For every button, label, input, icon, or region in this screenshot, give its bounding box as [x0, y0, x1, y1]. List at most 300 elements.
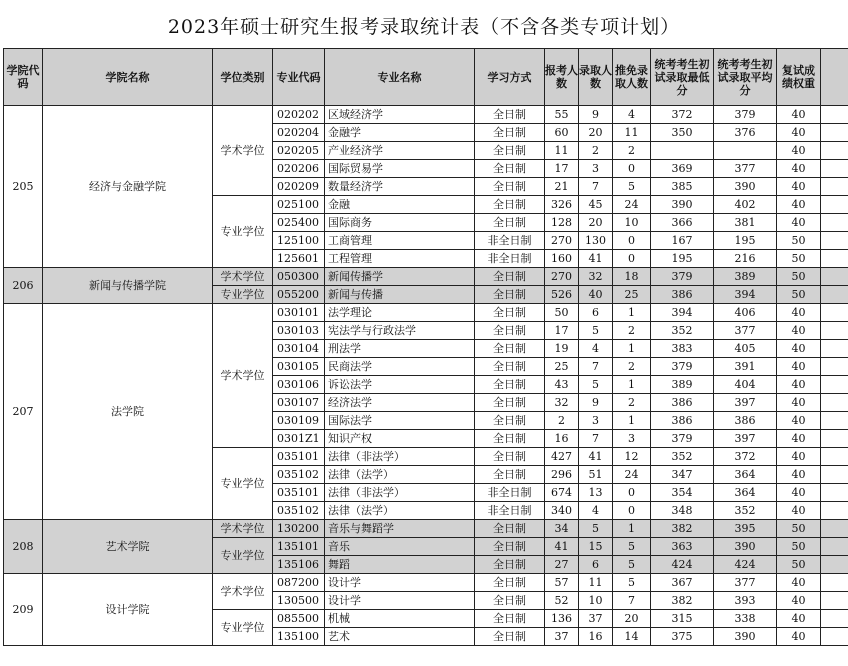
overflow-cell — [821, 556, 848, 574]
min-score-cell — [651, 142, 714, 160]
study-mode-cell: 全日制 — [475, 286, 545, 304]
study-mode-cell: 全日制 — [475, 142, 545, 160]
min-score-cell: 389 — [651, 376, 714, 394]
recommended-cell: 4 — [613, 106, 651, 124]
major-code-cell: 030103 — [273, 322, 325, 340]
avg-score-cell: 338 — [714, 610, 777, 628]
table-body — [4, 106, 848, 646]
major-code-cell: 030104 — [273, 340, 325, 358]
avg-score-cell: 394 — [714, 286, 777, 304]
degree-type-cell: 专业学位 — [213, 538, 273, 574]
major-name-cell: 工商管理 — [325, 232, 475, 250]
study-mode-cell: 全日制 — [475, 574, 545, 592]
overflow-cell — [821, 628, 848, 646]
applicants-cell: 60 — [545, 124, 579, 142]
min-score-cell: 315 — [651, 610, 714, 628]
study-mode-cell: 全日制 — [475, 610, 545, 628]
min-score-cell: 386 — [651, 394, 714, 412]
applicants-cell: 326 — [545, 196, 579, 214]
recommended-cell: 11 — [613, 124, 651, 142]
major-code-cell: 030109 — [273, 412, 325, 430]
recommended-cell: 5 — [613, 556, 651, 574]
study-mode-cell: 全日制 — [475, 520, 545, 538]
col-header-applicants: 报考人数 — [545, 49, 579, 106]
applicants-cell: 21 — [545, 178, 579, 196]
min-score-cell: 379 — [651, 430, 714, 448]
min-score-cell: 367 — [651, 574, 714, 592]
overflow-cell — [821, 484, 848, 502]
min-score-cell: 354 — [651, 484, 714, 502]
major-code-cell: 130500 — [273, 592, 325, 610]
major-code-cell: 020204 — [273, 124, 325, 142]
min-score-cell: 394 — [651, 304, 714, 322]
applicants-cell: 32 — [545, 394, 579, 412]
major-code-cell: 087200 — [273, 574, 325, 592]
retest-weight-cell: 40 — [777, 178, 821, 196]
table-row — [4, 520, 848, 538]
study-mode-cell: 全日制 — [475, 214, 545, 232]
avg-score-cell: 389 — [714, 268, 777, 286]
admitted-cell: 6 — [579, 556, 613, 574]
col-header-avg-score: 统考考生初试录取平均分 — [714, 49, 777, 106]
recommended-cell: 10 — [613, 214, 651, 232]
major-name-cell: 经济法学 — [325, 394, 475, 412]
major-code-cell: 020202 — [273, 106, 325, 124]
recommended-cell: 24 — [613, 196, 651, 214]
avg-score-cell: 372 — [714, 448, 777, 466]
applicants-cell: 270 — [545, 268, 579, 286]
degree-type-cell: 专业学位 — [213, 286, 273, 304]
admitted-cell: 3 — [579, 160, 613, 178]
college-code-cell: 206 — [4, 268, 43, 304]
min-score-cell: 167 — [651, 232, 714, 250]
col-header-college-code: 学院代码 — [4, 49, 43, 106]
overflow-cell — [821, 376, 848, 394]
min-score-cell: 352 — [651, 322, 714, 340]
col-header-degree-type: 学位类别 — [213, 49, 273, 106]
col-header-recommended: 推免录取人数 — [613, 49, 651, 106]
recommended-cell: 0 — [613, 250, 651, 268]
avg-score-cell: 395 — [714, 520, 777, 538]
overflow-cell — [821, 196, 848, 214]
admitted-cell: 20 — [579, 124, 613, 142]
major-code-cell: 135106 — [273, 556, 325, 574]
recommended-cell: 0 — [613, 160, 651, 178]
study-mode-cell: 全日制 — [475, 556, 545, 574]
college-code-cell: 205 — [4, 106, 43, 268]
admitted-cell: 40 — [579, 286, 613, 304]
col-header-retest-weight: 复试成绩权重 — [777, 49, 821, 106]
overflow-cell — [821, 502, 848, 520]
major-name-cell: 法律（非法学） — [325, 484, 475, 502]
avg-score-cell: 377 — [714, 160, 777, 178]
table-row — [4, 304, 848, 322]
overflow-cell — [821, 232, 848, 250]
avg-score-cell: 386 — [714, 412, 777, 430]
applicants-cell: 17 — [545, 160, 579, 178]
avg-score-cell — [714, 142, 777, 160]
applicants-cell: 2 — [545, 412, 579, 430]
admitted-cell: 41 — [579, 250, 613, 268]
min-score-cell: 386 — [651, 412, 714, 430]
table-row — [4, 574, 848, 592]
recommended-cell: 1 — [613, 340, 651, 358]
major-code-cell: 035102 — [273, 502, 325, 520]
study-mode-cell: 非全日制 — [475, 502, 545, 520]
applicants-cell: 160 — [545, 250, 579, 268]
min-score-cell: 372 — [651, 106, 714, 124]
retest-weight-cell: 50 — [777, 232, 821, 250]
admitted-cell: 15 — [579, 538, 613, 556]
major-code-cell: 030107 — [273, 394, 325, 412]
recommended-cell: 1 — [613, 412, 651, 430]
overflow-cell — [821, 574, 848, 592]
applicants-cell: 41 — [545, 538, 579, 556]
major-code-cell: 020205 — [273, 142, 325, 160]
major-name-cell: 法律（非法学） — [325, 448, 475, 466]
overflow-cell — [821, 340, 848, 358]
study-mode-cell: 全日制 — [475, 106, 545, 124]
study-mode-cell: 全日制 — [475, 466, 545, 484]
applicants-cell: 296 — [545, 466, 579, 484]
min-score-cell: 375 — [651, 628, 714, 646]
applicants-cell: 55 — [545, 106, 579, 124]
applicants-cell: 340 — [545, 502, 579, 520]
avg-score-cell: 397 — [714, 430, 777, 448]
applicants-cell: 427 — [545, 448, 579, 466]
major-code-cell: 135100 — [273, 628, 325, 646]
college-name-cell: 法学院 — [43, 304, 213, 520]
major-name-cell: 新闻传播学 — [325, 268, 475, 286]
min-score-cell: 382 — [651, 592, 714, 610]
major-name-cell: 新闻与传播 — [325, 286, 475, 304]
overflow-cell — [821, 430, 848, 448]
min-score-cell: 363 — [651, 538, 714, 556]
min-score-cell: 386 — [651, 286, 714, 304]
retest-weight-cell: 50 — [777, 286, 821, 304]
overflow-cell — [821, 178, 848, 196]
major-code-cell: 020209 — [273, 178, 325, 196]
major-name-cell: 知识产权 — [325, 430, 475, 448]
major-name-cell: 工程管理 — [325, 250, 475, 268]
overflow-cell — [821, 214, 848, 232]
college-code-cell: 207 — [4, 304, 43, 520]
retest-weight-cell: 40 — [777, 142, 821, 160]
major-code-cell: 035101 — [273, 448, 325, 466]
major-name-cell: 法律（法学） — [325, 466, 475, 484]
recommended-cell: 1 — [613, 376, 651, 394]
retest-weight-cell: 40 — [777, 376, 821, 394]
college-name-cell: 新闻与传播学院 — [43, 268, 213, 304]
min-score-cell: 350 — [651, 124, 714, 142]
min-score-cell: 352 — [651, 448, 714, 466]
retest-weight-cell: 40 — [777, 466, 821, 484]
avg-score-cell: 406 — [714, 304, 777, 322]
retest-weight-cell: 50 — [777, 538, 821, 556]
avg-score-cell: 405 — [714, 340, 777, 358]
overflow-cell — [821, 520, 848, 538]
overflow-cell — [821, 322, 848, 340]
retest-weight-cell: 40 — [777, 412, 821, 430]
major-code-cell: 085500 — [273, 610, 325, 628]
col-header-overflow — [821, 49, 848, 106]
college-name-cell: 艺术学院 — [43, 520, 213, 574]
recommended-cell: 1 — [613, 520, 651, 538]
major-name-cell: 设计学 — [325, 592, 475, 610]
major-name-cell: 金融学 — [325, 124, 475, 142]
retest-weight-cell: 40 — [777, 502, 821, 520]
study-mode-cell: 全日制 — [475, 160, 545, 178]
major-code-cell: 030106 — [273, 376, 325, 394]
overflow-cell — [821, 124, 848, 142]
major-name-cell: 产业经济学 — [325, 142, 475, 160]
study-mode-cell: 全日制 — [475, 628, 545, 646]
overflow-cell — [821, 448, 848, 466]
avg-score-cell: 377 — [714, 322, 777, 340]
degree-type-cell: 专业学位 — [213, 448, 273, 520]
avg-score-cell: 390 — [714, 538, 777, 556]
retest-weight-cell: 40 — [777, 124, 821, 142]
admission-stats-table — [3, 48, 848, 646]
recommended-cell: 18 — [613, 268, 651, 286]
major-name-cell: 法律（法学） — [325, 502, 475, 520]
retest-weight-cell: 40 — [777, 160, 821, 178]
major-name-cell: 诉讼法学 — [325, 376, 475, 394]
major-code-cell: 025400 — [273, 214, 325, 232]
min-score-cell: 366 — [651, 214, 714, 232]
major-name-cell: 机械 — [325, 610, 475, 628]
col-header-major-name: 专业名称 — [325, 49, 475, 106]
min-score-cell: 347 — [651, 466, 714, 484]
avg-score-cell: 381 — [714, 214, 777, 232]
overflow-cell — [821, 250, 848, 268]
retest-weight-cell: 40 — [777, 358, 821, 376]
recommended-cell: 2 — [613, 394, 651, 412]
admitted-cell: 6 — [579, 304, 613, 322]
admitted-cell: 51 — [579, 466, 613, 484]
admitted-cell: 5 — [579, 322, 613, 340]
applicants-cell: 37 — [545, 628, 579, 646]
major-name-cell: 法学理论 — [325, 304, 475, 322]
recommended-cell: 20 — [613, 610, 651, 628]
admitted-cell: 7 — [579, 430, 613, 448]
retest-weight-cell: 40 — [777, 214, 821, 232]
major-code-cell: 130200 — [273, 520, 325, 538]
study-mode-cell: 全日制 — [475, 196, 545, 214]
retest-weight-cell: 40 — [777, 322, 821, 340]
retest-weight-cell: 40 — [777, 448, 821, 466]
major-name-cell: 刑法学 — [325, 340, 475, 358]
major-code-cell: 025100 — [273, 196, 325, 214]
retest-weight-cell: 40 — [777, 628, 821, 646]
retest-weight-cell: 40 — [777, 574, 821, 592]
applicants-cell: 57 — [545, 574, 579, 592]
degree-type-cell: 学术学位 — [213, 304, 273, 448]
study-mode-cell: 全日制 — [475, 340, 545, 358]
applicants-cell: 43 — [545, 376, 579, 394]
major-name-cell: 宪法学与行政法学 — [325, 322, 475, 340]
overflow-cell — [821, 358, 848, 376]
study-mode-cell: 全日制 — [475, 592, 545, 610]
avg-score-cell: 402 — [714, 196, 777, 214]
admitted-cell: 16 — [579, 628, 613, 646]
applicants-cell: 526 — [545, 286, 579, 304]
page-title: 2023年硕士研究生报考录取统计表（不含各类专项计划） — [167, 16, 681, 38]
header-row — [4, 49, 848, 106]
retest-weight-cell: 40 — [777, 430, 821, 448]
applicants-cell: 136 — [545, 610, 579, 628]
admitted-cell: 9 — [579, 394, 613, 412]
recommended-cell: 25 — [613, 286, 651, 304]
avg-score-cell: 390 — [714, 628, 777, 646]
major-name-cell: 音乐 — [325, 538, 475, 556]
avg-score-cell: 397 — [714, 394, 777, 412]
study-mode-cell: 全日制 — [475, 430, 545, 448]
min-score-cell: 379 — [651, 268, 714, 286]
major-code-cell: 035101 — [273, 484, 325, 502]
college-name-cell: 经济与金融学院 — [43, 106, 213, 268]
overflow-cell — [821, 106, 848, 124]
study-mode-cell: 全日制 — [475, 268, 545, 286]
study-mode-cell: 全日制 — [475, 538, 545, 556]
study-mode-cell: 非全日制 — [475, 250, 545, 268]
major-name-cell: 舞蹈 — [325, 556, 475, 574]
retest-weight-cell: 40 — [777, 610, 821, 628]
major-code-cell: 0301Z1 — [273, 430, 325, 448]
admitted-cell: 5 — [579, 520, 613, 538]
major-code-cell: 125601 — [273, 250, 325, 268]
recommended-cell: 5 — [613, 178, 651, 196]
college-code-cell: 209 — [4, 574, 43, 646]
admitted-cell: 5 — [579, 376, 613, 394]
study-mode-cell: 全日制 — [475, 412, 545, 430]
min-score-cell: 369 — [651, 160, 714, 178]
recommended-cell: 2 — [613, 142, 651, 160]
retest-weight-cell: 50 — [777, 250, 821, 268]
overflow-cell — [821, 268, 848, 286]
avg-score-cell: 216 — [714, 250, 777, 268]
major-name-cell: 金融 — [325, 196, 475, 214]
avg-score-cell: 393 — [714, 592, 777, 610]
admitted-cell: 45 — [579, 196, 613, 214]
study-mode-cell: 全日制 — [475, 394, 545, 412]
col-header-college-name: 学院名称 — [43, 49, 213, 106]
admitted-cell: 20 — [579, 214, 613, 232]
col-header-admitted: 录取人数 — [579, 49, 613, 106]
major-code-cell: 030101 — [273, 304, 325, 322]
major-code-cell: 050300 — [273, 268, 325, 286]
applicants-cell: 11 — [545, 142, 579, 160]
study-mode-cell: 全日制 — [475, 304, 545, 322]
col-header-major-code: 专业代码 — [273, 49, 325, 106]
overflow-cell — [821, 394, 848, 412]
recommended-cell: 1 — [613, 304, 651, 322]
retest-weight-cell: 40 — [777, 340, 821, 358]
avg-score-cell: 391 — [714, 358, 777, 376]
study-mode-cell: 全日制 — [475, 448, 545, 466]
admitted-cell: 10 — [579, 592, 613, 610]
study-mode-cell: 全日制 — [475, 376, 545, 394]
applicants-cell: 19 — [545, 340, 579, 358]
table-row — [4, 268, 848, 286]
admitted-cell: 3 — [579, 412, 613, 430]
avg-score-cell: 352 — [714, 502, 777, 520]
degree-type-cell: 学术学位 — [213, 268, 273, 286]
avg-score-cell: 404 — [714, 376, 777, 394]
applicants-cell: 17 — [545, 322, 579, 340]
recommended-cell: 0 — [613, 484, 651, 502]
admitted-cell: 9 — [579, 106, 613, 124]
major-name-cell: 民商法学 — [325, 358, 475, 376]
recommended-cell: 7 — [613, 592, 651, 610]
degree-type-cell: 专业学位 — [213, 610, 273, 646]
recommended-cell: 0 — [613, 232, 651, 250]
study-mode-cell: 全日制 — [475, 358, 545, 376]
major-name-cell: 数量经济学 — [325, 178, 475, 196]
applicants-cell: 128 — [545, 214, 579, 232]
recommended-cell: 0 — [613, 502, 651, 520]
applicants-cell: 16 — [545, 430, 579, 448]
overflow-cell — [821, 412, 848, 430]
applicants-cell: 25 — [545, 358, 579, 376]
recommended-cell: 5 — [613, 574, 651, 592]
overflow-cell — [821, 538, 848, 556]
min-score-cell: 385 — [651, 178, 714, 196]
min-score-cell: 195 — [651, 250, 714, 268]
col-header-study-mode: 学习方式 — [475, 49, 545, 106]
major-name-cell: 设计学 — [325, 574, 475, 592]
col-header-min-score: 统考考生初试录取最低分 — [651, 49, 714, 106]
table-row — [4, 106, 848, 124]
overflow-cell — [821, 610, 848, 628]
study-mode-cell: 全日制 — [475, 178, 545, 196]
admitted-cell: 11 — [579, 574, 613, 592]
degree-type-cell: 学术学位 — [213, 520, 273, 538]
study-mode-cell: 非全日制 — [475, 484, 545, 502]
applicants-cell: 34 — [545, 520, 579, 538]
retest-weight-cell: 40 — [777, 592, 821, 610]
min-score-cell: 390 — [651, 196, 714, 214]
recommended-cell: 2 — [613, 358, 651, 376]
avg-score-cell: 424 — [714, 556, 777, 574]
overflow-cell — [821, 466, 848, 484]
min-score-cell: 379 — [651, 358, 714, 376]
major-code-cell: 020206 — [273, 160, 325, 178]
admitted-cell: 4 — [579, 502, 613, 520]
study-mode-cell: 全日制 — [475, 124, 545, 142]
recommended-cell: 3 — [613, 430, 651, 448]
retest-weight-cell: 50 — [777, 556, 821, 574]
major-name-cell: 国际法学 — [325, 412, 475, 430]
avg-score-cell: 376 — [714, 124, 777, 142]
avg-score-cell: 377 — [714, 574, 777, 592]
applicants-cell: 270 — [545, 232, 579, 250]
admitted-cell: 4 — [579, 340, 613, 358]
retest-weight-cell: 40 — [777, 196, 821, 214]
major-code-cell: 035102 — [273, 466, 325, 484]
admitted-cell: 2 — [579, 142, 613, 160]
retest-weight-cell: 40 — [777, 106, 821, 124]
min-score-cell: 382 — [651, 520, 714, 538]
retest-weight-cell: 50 — [777, 268, 821, 286]
admitted-cell: 32 — [579, 268, 613, 286]
degree-type-cell: 学术学位 — [213, 106, 273, 196]
min-score-cell: 348 — [651, 502, 714, 520]
college-name-cell: 设计学院 — [43, 574, 213, 646]
applicants-cell: 27 — [545, 556, 579, 574]
avg-score-cell: 390 — [714, 178, 777, 196]
overflow-cell — [821, 304, 848, 322]
